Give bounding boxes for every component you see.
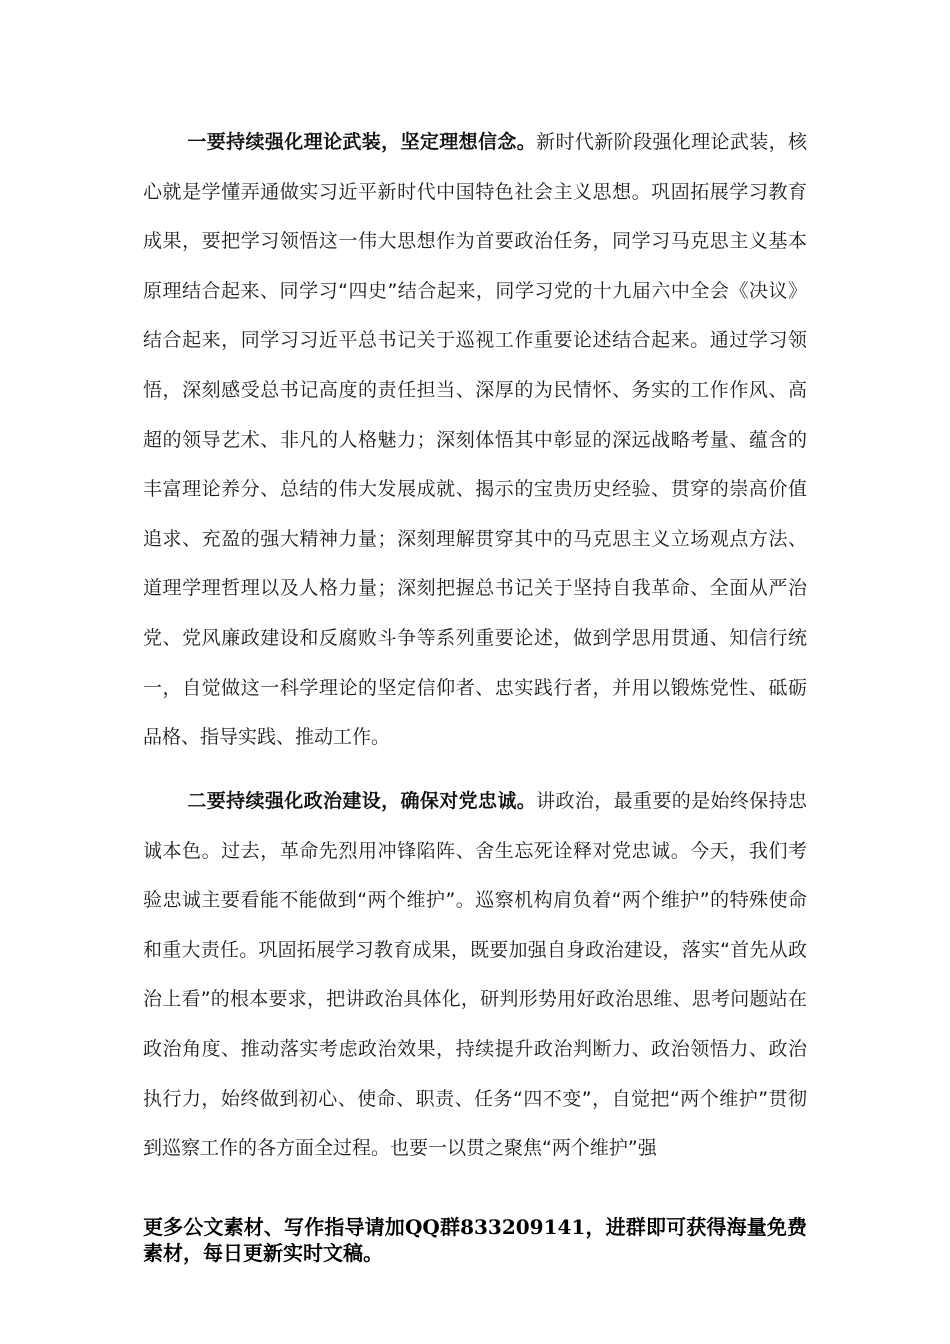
paragraph-lead-heading: 一要持续强化理论武装，坚定理想信念。 [187,131,537,153]
paragraph-political-building [143,777,807,1174]
paragraph-body-text: 新时代新阶段强化理论武装，核心就是学懂弄通做实习近平新时代中国特色社会主义思想。巩固拓展学习教育成果，要把学习领悟这一伟大思想作为首要政治任务，同学习马克思主义基本原理结合起来、同学习“四史”结合起来，同学习党的十九届六中全会《决议》结合起来，同学习习近平总书记关于巡视工作重要论述结合起来。通过学习领悟，深刻感受总书记高度的责任担当、深厚的为民情怀、务实的工作作风、高超的领导艺术、非凡的人格魅力；深刻体悟其中彰显的深远战略考量、蕴含的丰富理论养分、总结的伟大发展成就、揭示的宝贵历史经验、贯穿的崇高价值追求、充盈的强大精神力量；深刻理解贯穿其中的马克思主义立场观点方法、道理学理哲理以及人格力量；深刻把握总书记关于坚持自我革命、全面从严治党、党风廉政建设和反腐败斗争等系列重要论述，做到学思用贯通、知信行统一，自觉做这一科学理论的坚定信仰者、忠实践行者，并用以锻炼党性、砥砺品格、指导实践、推动工作。 [143,131,807,749]
paragraph-body-text: 讲政治，最重要的是始终保持忠诚本色。过去，革命先烈用冲锋陷阵、舍生忘死诠释对党忠诚。今天，我们考验忠诚主要看能不能做到“两个维护”。巡察机构肩负着“两个维护”的特殊使命和重大责任。巩固拓展学习教育成果，既要加强自身政治建设，落实“首先从政治上看”的根本要求，把讲政治具体化，研判形势用好政治思维、思考问题站在政治角度、推动落实考虑政治效果，持续提升政治判断力、政治领悟力、政治执行力，始终做到初心、使命、职责、任务“四不变”，自觉把“两个维护”贯彻到巡察工作的各方面全过程。也要一以贯之聚焦“两个维护”强 [143,790,807,1160]
paragraph-theory-armament [143,118,807,763]
paragraph-lead-heading: 二要持续强化政治建设，确保对党忠诚。 [187,790,537,812]
promo-footer: 更多公文素材、写作指导请加QQ群833209141，进群即可获得海量免费素材，每日更新实时文稿。 [143,1215,807,1265]
